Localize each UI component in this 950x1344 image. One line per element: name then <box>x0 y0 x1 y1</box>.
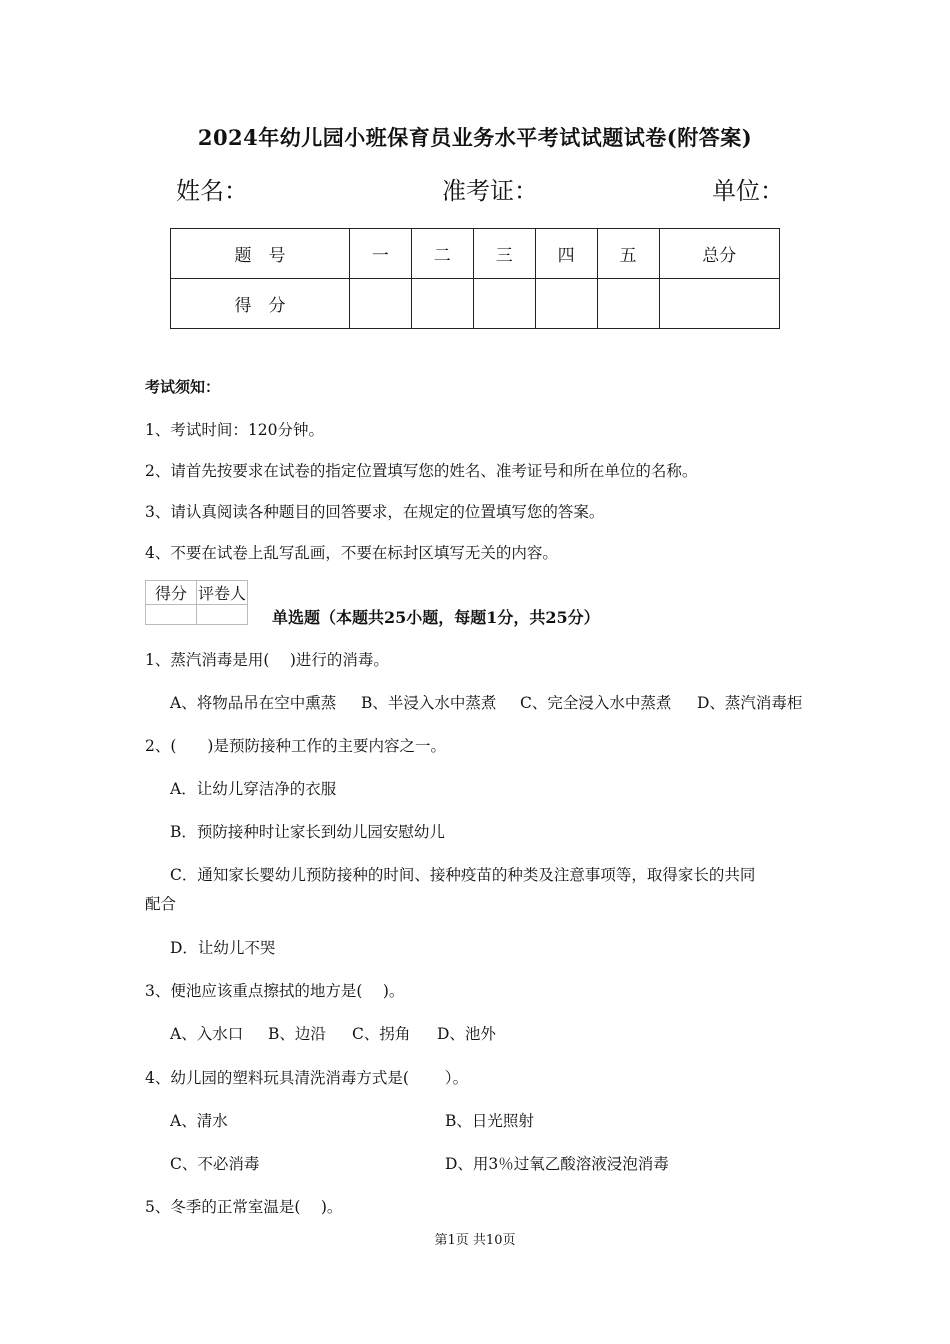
score-input-cell[interactable] <box>349 279 411 329</box>
score-header-cell: 四 <box>535 229 597 279</box>
question-3-option-c: C、拐角 <box>352 1025 411 1043</box>
notice-item: 1、考试时间：120分钟。 <box>145 421 324 439</box>
grader-name-label: 评卷人 <box>197 581 248 605</box>
score-header-cell: 二 <box>411 229 473 279</box>
question-3-option-d: D、池外 <box>437 1025 496 1043</box>
score-table-score-row <box>171 279 780 329</box>
question-2-option-c: C．通知家长婴幼儿预防接种的时间、接种疫苗的种类及注意事项等，取得家长的共同 <box>170 866 756 884</box>
name-label: 姓名： <box>176 177 248 205</box>
question-1-option-d: D、蒸汽消毒柜 <box>697 694 803 712</box>
score-input-cell[interactable] <box>473 279 535 329</box>
question-2-option-d: D．让幼儿不哭 <box>170 939 276 957</box>
question-2-option-b: B．预防接种时让家长到幼儿园安慰幼儿 <box>170 823 445 841</box>
question-1-stem: 1、蒸汽消毒是用( )进行的消毒。 <box>145 651 389 669</box>
question-4-stem: 4、幼儿园的塑料玩具清洗消毒方式是( ）。 <box>145 1069 469 1087</box>
grader-name-cell[interactable] <box>197 605 248 625</box>
question-2-option-c-continued: 配合 <box>145 895 177 913</box>
question-4-option-c: C、不必消毒 <box>170 1155 260 1173</box>
score-header-cell: 五 <box>597 229 659 279</box>
document-title: 2024年幼儿园小班保育员业务水平考试试题试卷(附答案) <box>197 125 753 150</box>
score-input-cell[interactable] <box>659 279 779 329</box>
question-1-option-c: C、完全浸入水中蒸煮 <box>520 694 672 712</box>
score-row-label: 得 分 <box>171 279 350 329</box>
score-input-cell[interactable] <box>535 279 597 329</box>
question-2-stem: 2、( )是预防接种工作的主要内容之一。 <box>145 737 446 755</box>
unit-label: 单位： <box>712 177 784 205</box>
score-header-cell: 一 <box>349 229 411 279</box>
score-header-cell: 题 号 <box>171 229 350 279</box>
question-4-option-b: B、日光照射 <box>445 1112 534 1130</box>
question-1-option-b: B、半浸入水中蒸煮 <box>361 694 497 712</box>
grader-score-cell[interactable] <box>146 605 197 625</box>
score-input-cell[interactable] <box>597 279 659 329</box>
score-table <box>170 228 780 329</box>
score-input-cell[interactable] <box>411 279 473 329</box>
page-footer: 第1页 共10页 <box>434 1233 516 1248</box>
notice-item: 2、请首先按要求在试卷的指定位置填写您的姓名、准考证号和所在单位的名称。 <box>145 462 698 480</box>
exam-number-label: 准考证： <box>442 177 538 205</box>
question-4-option-a: A、清水 <box>170 1112 228 1130</box>
question-3-option-a: A、入水口 <box>170 1025 244 1043</box>
question-3-stem: 3、便池应该重点擦拭的地方是( )。 <box>145 982 405 1000</box>
notice-heading: 考试须知： <box>145 378 221 396</box>
score-header-cell: 总分 <box>659 229 779 279</box>
grader-box <box>145 580 248 625</box>
question-3-option-b: B、边沿 <box>268 1025 326 1043</box>
grader-score-label: 得分 <box>146 581 197 605</box>
section-title: 单选题（本题共25小题，每题1分，共25分） <box>272 608 600 627</box>
question-1-option-a: A、将物品吊在空中熏蒸 <box>170 694 337 712</box>
score-table-header-row <box>171 229 780 279</box>
score-header-cell: 三 <box>473 229 535 279</box>
notice-item: 4、不要在试卷上乱写乱画，不要在标封区填写无关的内容。 <box>145 544 558 562</box>
question-5-stem: 5、冬季的正常室温是( )。 <box>145 1198 343 1216</box>
question-4-option-d: D、用3％过氧乙酸溶液浸泡消毒 <box>445 1155 669 1173</box>
notice-item: 3、请认真阅读各种题目的回答要求，在规定的位置填写您的答案。 <box>145 503 605 521</box>
question-2-option-a: A．让幼儿穿洁净的衣服 <box>170 780 337 798</box>
